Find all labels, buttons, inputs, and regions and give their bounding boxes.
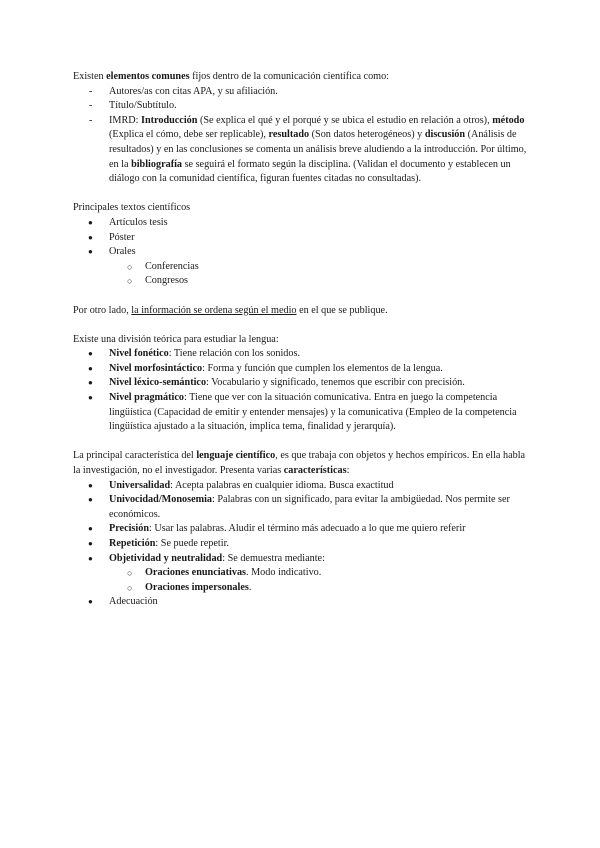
list-item: ● Objetividad y neutralidad: Se demuestra mediante: ○ Oraciones enunciativas. Modo indicativo. ○ Oraciones impersonales. xyxy=(73,552,533,596)
orales-sublist xyxy=(73,260,533,289)
list-item: ● Nivel léxico-semántico: Vocabulario y significado, tenemos que escribir con precisión. xyxy=(73,376,533,391)
caracteristicas-list xyxy=(73,479,533,610)
list-item: ● Adecuación xyxy=(73,595,533,610)
list-item: - Autores/as con citas APA, y su afiliación. xyxy=(73,85,533,100)
list-item: ● Póster xyxy=(73,231,533,246)
lenguaje-paragraph: La principal característica del lenguaje científico, es que trabaja con objetos y hechos empíricos. En ella habla la investigación, no el investigador. Presenta varias características: xyxy=(73,450,526,477)
list-item: ● Repetición: Se puede repetir. xyxy=(73,537,533,552)
list-item: ● Nivel fonético: Tiene relación con los sonidos. xyxy=(73,347,533,362)
objetividad-sublist xyxy=(73,566,533,595)
list-item: ○ Oraciones impersonales. xyxy=(73,581,533,596)
medio-paragraph: Por otro lado, la información se ordena según el medio en el que se publique. xyxy=(73,304,388,316)
list-item: ● Nivel pragmático: Tiene que ver con la situación comunicativa. Entra en juego la competencia lingüística (Capacidad de emitir y entender mensajes) y la comunicativa (Empleo de la competencia lingüística ajustado a la situación, implica tema, finalidad y jerarquía). xyxy=(73,391,533,435)
list-item: ● Universalidad: Acepta palabras en cualquier idioma. Busca exactitud xyxy=(73,479,533,494)
list-item: - Título/Subtítulo. xyxy=(73,99,533,114)
niveles-list xyxy=(73,347,533,435)
list-item: ○ Oraciones enunciativas. Modo indicativo. xyxy=(73,566,533,581)
list-item: ○ Congresos xyxy=(73,274,533,289)
textos-heading: Principales textos científicos xyxy=(73,202,191,214)
list-item: ● Precisión: Usar las palabras. Aludir el término más adecuado a lo que me quiero referir xyxy=(73,522,533,537)
textos-list xyxy=(73,216,533,289)
list-item: ● Artículos tesis xyxy=(73,216,533,231)
list-item: - IMRD: Introducción (Se explica el qué y el porqué y se ubica el estudio en relación a otros), método (Explica el cómo, debe ser replicable), resultado (Son datos heterogéneos) y discusión (Análisis de resultados) y en las conclusiones se comenta un análisis breve aludiendo a la introducción. Por último, en la bibliografía se seguirá el formato según la disciplina. (Validan el documento y establecen un diálogo con la comunidad científica, figuran fuentes citadas no consultadas). xyxy=(73,114,533,187)
elements-list xyxy=(73,85,533,187)
list-item: ● Univocidad/Monosemia: Palabras con un significado, para evitar la ambigüedad. Nos permite ser económicos. xyxy=(73,493,533,522)
document-page xyxy=(73,70,533,610)
niveles-heading: Existe una división teórica para estudiar la lengua: xyxy=(73,333,279,345)
list-item: ● Nivel morfosintáctico: Forma y función que cumplen los elementos de la lengua. xyxy=(73,362,533,377)
list-item: ○ Conferencias xyxy=(73,260,533,275)
list-item: ● Orales ○ Conferencias ○ Congresos xyxy=(73,245,533,289)
intro-paragraph: Existen elementos comunes fijos dentro de la comunicación científica como: xyxy=(73,71,390,82)
